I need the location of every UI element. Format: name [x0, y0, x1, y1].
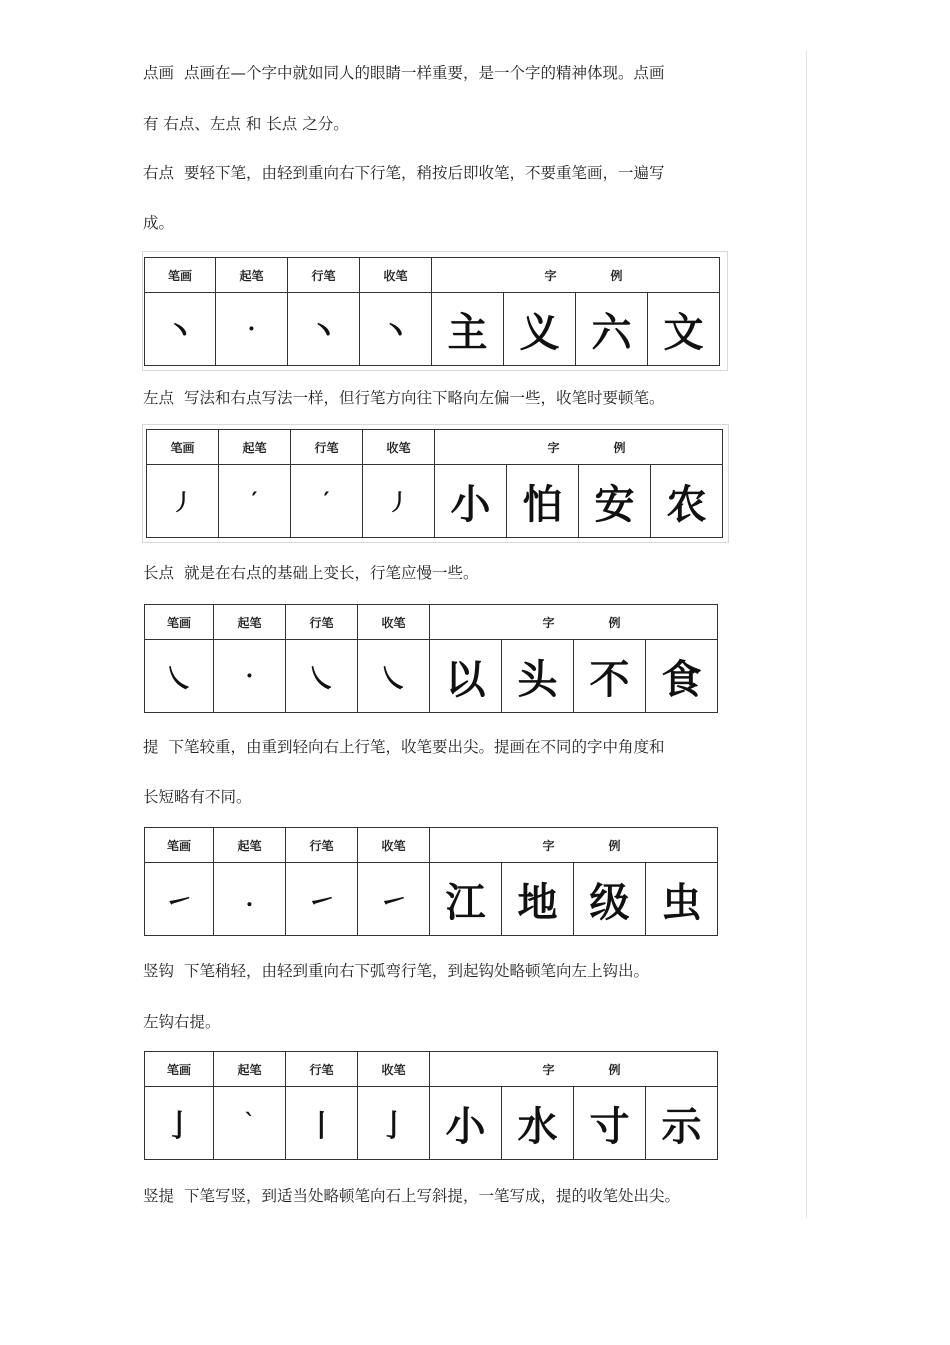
header-zili: 字 例 [430, 605, 718, 640]
table-header-row [145, 828, 718, 863]
stroke-cell: ′ [219, 465, 291, 538]
stroke-cell: ` [214, 1087, 286, 1160]
table-row [145, 1087, 718, 1160]
table-row [145, 863, 718, 936]
stroke-cell: ㇏ [145, 640, 214, 713]
header-bihua: 笔画 [147, 430, 219, 465]
header-xingbi: 行笔 [286, 828, 358, 863]
example-char: 义 [504, 293, 576, 366]
term-zuodian: 左点 [143, 389, 175, 407]
header-shoubi: 收笔 [358, 1052, 430, 1087]
stroke-cell: 丶 [360, 293, 432, 366]
paragraph-youdian [143, 163, 665, 183]
term-changdian: 长点 [143, 564, 175, 582]
stroke-cell: ㇏ [358, 640, 430, 713]
term-shugou: 竖钩 [143, 962, 175, 980]
example-char: 六 [576, 293, 648, 366]
paragraph-text: 长短略有不同。 [143, 788, 252, 806]
table-header-row [145, 258, 720, 293]
example-char: 以 [430, 640, 502, 713]
stroke-cell: · [216, 293, 288, 366]
paragraph-text: 成。 [143, 214, 175, 232]
term-dianhua: 点画 [143, 64, 175, 82]
example-char: 小 [430, 1087, 502, 1160]
header-qibi: 起笔 [214, 605, 286, 640]
term-youdian: 右点 [143, 164, 175, 182]
header-qibi: 起笔 [214, 1052, 286, 1087]
paragraph-text: 有 右点、左点 和 长点 之分。 [143, 115, 349, 133]
header-shoubi: 收笔 [360, 258, 432, 293]
term-ti: 提 [143, 738, 159, 756]
header-bihua: 笔画 [145, 828, 214, 863]
stroke-table-youdian [144, 257, 720, 366]
table-header-row [145, 605, 718, 640]
stroke-cell: 丿 [147, 465, 219, 538]
example-char: 江 [430, 863, 502, 936]
header-xingbi: 行笔 [286, 605, 358, 640]
header-qibi: 起笔 [219, 430, 291, 465]
paragraph-shuti [143, 1186, 680, 1206]
example-char: 地 [502, 863, 574, 936]
stroke-cell: 丶 [288, 293, 360, 366]
paragraph-youdian-cont [143, 213, 174, 233]
example-char: 寸 [574, 1087, 646, 1160]
header-qibi: 起笔 [214, 828, 286, 863]
example-char: 食 [646, 640, 718, 713]
stroke-cell: 亅 [358, 1087, 430, 1160]
example-char: 文 [648, 293, 720, 366]
table-header-row [145, 1052, 718, 1087]
example-char: 小 [435, 465, 507, 538]
header-zili: 字 例 [430, 828, 718, 863]
table-row [145, 293, 720, 366]
header-shoubi: 收笔 [363, 430, 435, 465]
stroke-table-shugou [144, 1051, 718, 1160]
table-row [147, 465, 723, 538]
example-char: 不 [574, 640, 646, 713]
stroke-cell: 丨 [286, 1087, 358, 1160]
paragraph-zuodian [143, 388, 665, 408]
paragraph-shugou-cont [143, 1012, 221, 1032]
paragraph-text: 下笔写竖，到适当处略顿笔向石上写斜提，一笔写成，提的收笔处出尖。 [184, 1187, 681, 1205]
header-zili: 字 例 [432, 258, 720, 293]
stroke-cell: ㇀ [286, 863, 358, 936]
example-char: 主 [432, 293, 504, 366]
paragraph-ti [143, 737, 665, 757]
term-shuti: 竖提 [143, 1187, 175, 1205]
stroke-cell: ㇏ [286, 640, 358, 713]
example-char: 农 [651, 465, 723, 538]
stroke-cell: ㇀ [358, 863, 430, 936]
header-bihua: 笔画 [145, 605, 214, 640]
paragraph-text: 就是在右点的基础上变长，行笔应慢一些。 [184, 564, 479, 582]
stroke-table-ti [144, 827, 718, 936]
stroke-cell: · [214, 640, 286, 713]
table-header-row [147, 430, 723, 465]
stroke-cell: 丿 [363, 465, 435, 538]
example-char: 虫 [646, 863, 718, 936]
paragraph-dianhua-types [143, 114, 349, 134]
stroke-cell: . [214, 863, 286, 936]
paragraph-shugou [143, 961, 649, 981]
stroke-table-changdian [144, 604, 718, 713]
header-xingbi: 行笔 [291, 430, 363, 465]
header-shoubi: 收笔 [358, 828, 430, 863]
paragraph-text: 下笔稍轻，由轻到重向右下弧弯行笔，到起钩处略顿笔向左上钩出。 [184, 962, 650, 980]
example-char: 示 [646, 1087, 718, 1160]
paragraph-dianhua-intro [143, 63, 665, 83]
paragraph-text: 左钩右提。 [143, 1013, 221, 1031]
table-row [145, 640, 718, 713]
paragraph-ti-cont [143, 787, 252, 807]
example-char: 怕 [507, 465, 579, 538]
paragraph-changdian [143, 563, 479, 583]
stroke-cell: ㇀ [145, 863, 214, 936]
paragraph-text: 要轻下笔，由轻到重向右下行笔，稍按后即收笔，不要重笔画，一遍写 [184, 164, 665, 182]
paragraph-text: 写法和右点写法一样，但行笔方向往下略向左偏一些，收笔时要顿笔。 [184, 389, 665, 407]
stroke-table-zuodian [146, 429, 723, 538]
header-bihua: 笔画 [145, 258, 216, 293]
header-zili: 字 例 [430, 1052, 718, 1087]
paragraph-text: 点画在—个字中就如同人的眼睛一样重要，是一个字的精神体现。点画 [184, 64, 665, 82]
example-char: 水 [502, 1087, 574, 1160]
example-char: 头 [502, 640, 574, 713]
stroke-cell: 丶 [145, 293, 216, 366]
example-char: 安 [579, 465, 651, 538]
header-zili: 字 例 [435, 430, 723, 465]
header-bihua: 笔画 [145, 1052, 214, 1087]
header-xingbi: 行笔 [286, 1052, 358, 1087]
example-char: 级 [574, 863, 646, 936]
header-shoubi: 收笔 [358, 605, 430, 640]
paragraph-text: 下笔较重，由重到轻向右上行笔，收笔要出尖。提画在不同的字中角度和 [168, 738, 665, 756]
header-qibi: 起笔 [216, 258, 288, 293]
header-xingbi: 行笔 [288, 258, 360, 293]
stroke-cell: ′ [291, 465, 363, 538]
page-margin-rule [806, 50, 807, 1218]
stroke-cell: 亅 [145, 1087, 214, 1160]
